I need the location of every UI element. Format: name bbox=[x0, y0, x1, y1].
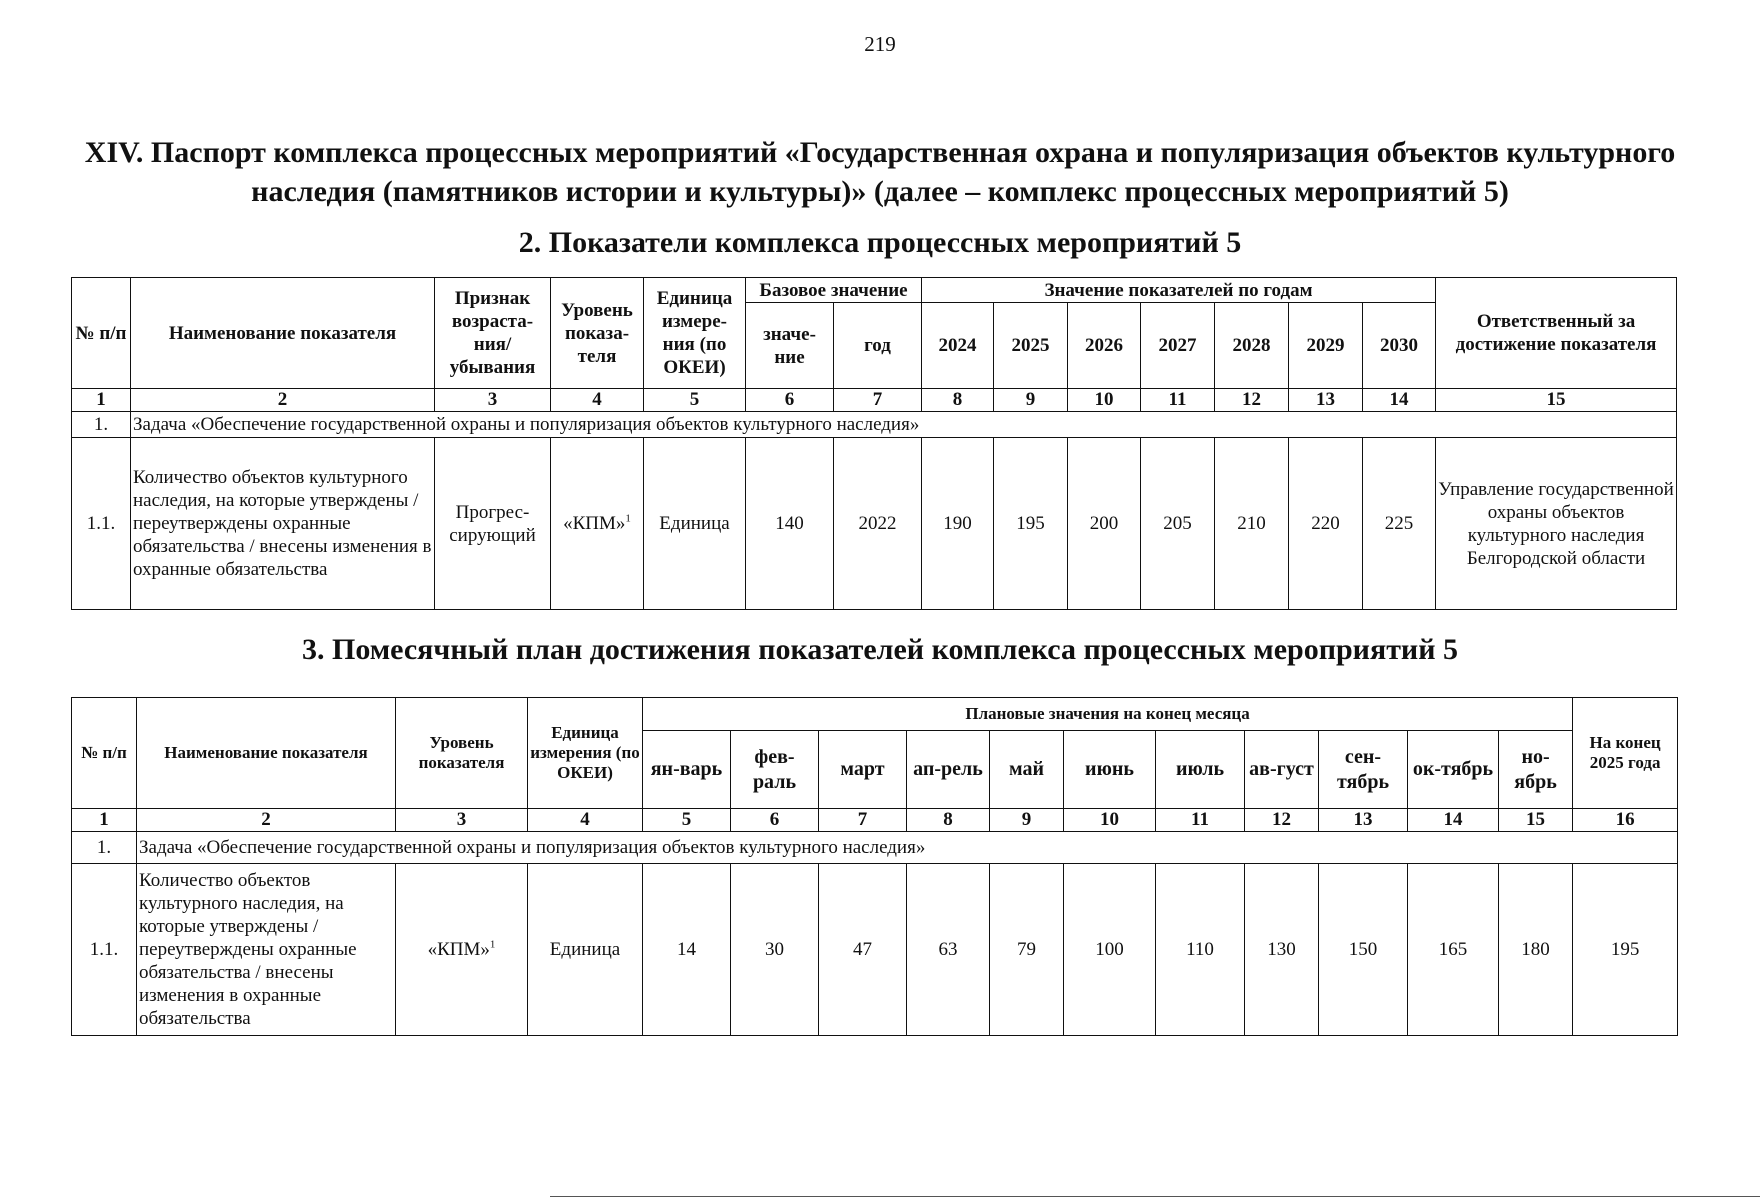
header-responsible: Ответственный за достижение показателя bbox=[1436, 278, 1677, 389]
col-number: 3 bbox=[435, 389, 551, 412]
header-by-years: Значение показателей по годам bbox=[922, 278, 1436, 303]
col-number: 14 bbox=[1408, 809, 1499, 832]
indicator-level bbox=[551, 438, 644, 610]
year-value: 210 bbox=[1215, 438, 1289, 610]
year-end-value: 195 bbox=[1573, 864, 1678, 1036]
col-number: 10 bbox=[1064, 809, 1156, 832]
col-number: 8 bbox=[922, 389, 994, 412]
col-number: 13 bbox=[1319, 809, 1408, 832]
indicators-table bbox=[71, 277, 1677, 610]
month-value: 130 bbox=[1245, 864, 1319, 1036]
col-number: 1 bbox=[72, 389, 131, 412]
col-number: 6 bbox=[746, 389, 834, 412]
header-month: ав-густ bbox=[1245, 731, 1319, 809]
header-name: Наименование показателя bbox=[131, 278, 435, 389]
col-number: 5 bbox=[644, 389, 746, 412]
col-number: 9 bbox=[994, 389, 1068, 412]
col-number: 12 bbox=[1245, 809, 1319, 832]
year-value: 200 bbox=[1068, 438, 1141, 610]
monthly-plan-table bbox=[71, 697, 1678, 1036]
indicator-sign: Прогрес-сирующий bbox=[435, 438, 551, 610]
col-number: 7 bbox=[834, 389, 922, 412]
task-num: 1. bbox=[72, 832, 137, 864]
task-text: Задача «Обеспечение государственной охраны и популяризация объектов культурного наследия» bbox=[131, 412, 1677, 438]
header-year: 2025 bbox=[994, 303, 1068, 389]
col-number: 6 bbox=[731, 809, 819, 832]
header-year: 2030 bbox=[1363, 303, 1436, 389]
indicator-row bbox=[72, 864, 1678, 1036]
indicator-name: Количество объектов культурного наследия, на которые утверждены / переутверждены охранные обязательства / внесены изменения в охранные обязательства bbox=[137, 864, 396, 1036]
month-value: 165 bbox=[1408, 864, 1499, 1036]
header-year: 2026 bbox=[1068, 303, 1141, 389]
col-number: 4 bbox=[528, 809, 643, 832]
header-year: 2027 bbox=[1141, 303, 1215, 389]
task-row bbox=[72, 832, 1678, 864]
header-level: Уровень показателя bbox=[396, 698, 528, 809]
footnote-divider bbox=[550, 1196, 1760, 1197]
month-value: 150 bbox=[1319, 864, 1408, 1036]
col-number: 2 bbox=[137, 809, 396, 832]
task-num: 1. bbox=[72, 412, 131, 438]
header-month: июль bbox=[1156, 731, 1245, 809]
col-number: 10 bbox=[1068, 389, 1141, 412]
header-month: но-ябрь bbox=[1499, 731, 1573, 809]
section-3-title: 3. Помесячный план достижения показателей комплекса процессных мероприятий 5 bbox=[301, 633, 1458, 666]
header-base-value: значе-ние bbox=[746, 303, 834, 389]
indicator-unit: Единица bbox=[528, 864, 643, 1036]
col-number: 9 bbox=[990, 809, 1064, 832]
header-month: июнь bbox=[1064, 731, 1156, 809]
header-base: Базовое значение bbox=[746, 278, 922, 303]
indicator-name: Количество объектов культурного наследия, на которые утверждены / переутверждены охранные обязательства / внесены изменения в охранные обязательства bbox=[131, 438, 435, 610]
column-numbers-row bbox=[72, 809, 1678, 832]
col-number: 12 bbox=[1215, 389, 1289, 412]
indicator-row bbox=[72, 438, 1677, 610]
footnote-mark: 1 bbox=[625, 512, 631, 525]
section-2-title: 2. Показатели комплекса процессных мероприятий 5 bbox=[518, 226, 1242, 259]
month-value: 180 bbox=[1499, 864, 1573, 1036]
col-number: 4 bbox=[551, 389, 644, 412]
month-value: 14 bbox=[643, 864, 731, 1036]
header-month: ок-тябрь bbox=[1408, 731, 1499, 809]
col-number: 3 bbox=[396, 809, 528, 832]
col-number: 11 bbox=[1141, 389, 1215, 412]
col-number: 15 bbox=[1499, 809, 1573, 832]
level-text: «КПМ» bbox=[563, 513, 626, 534]
col-number: 8 bbox=[907, 809, 990, 832]
row-num: 1.1. bbox=[72, 438, 131, 610]
month-value: 100 bbox=[1064, 864, 1156, 1036]
task-row bbox=[72, 412, 1677, 438]
responsible: Управление государственной охраны объектов культурного наследия Белгородской области bbox=[1436, 438, 1677, 610]
header-level: Уровень показа-теля bbox=[551, 278, 644, 389]
page-number: 219 bbox=[864, 32, 896, 56]
year-value: 190 bbox=[922, 438, 994, 610]
year-value: 205 bbox=[1141, 438, 1215, 610]
base-year: 2022 bbox=[834, 438, 922, 610]
header-year: 2029 bbox=[1289, 303, 1363, 389]
header-sign: Признак возраста-ния/ убывания bbox=[435, 278, 551, 389]
month-value: 63 bbox=[907, 864, 990, 1036]
header-month: сен-тябрь bbox=[1319, 731, 1408, 809]
month-value: 110 bbox=[1156, 864, 1245, 1036]
col-number: 1 bbox=[72, 809, 137, 832]
col-number: 11 bbox=[1156, 809, 1245, 832]
level-text: «КПМ» bbox=[427, 939, 490, 960]
header-planned: Плановые значения на конец месяца bbox=[643, 698, 1573, 731]
task-text: Задача «Обеспечение государственной охраны и популяризация объектов культурного наследия» bbox=[137, 832, 1678, 864]
header-month: фев-раль bbox=[731, 731, 819, 809]
column-numbers-row bbox=[72, 389, 1677, 412]
month-value: 30 bbox=[731, 864, 819, 1036]
header-unit: Единица измерения (по ОКЕИ) bbox=[528, 698, 643, 809]
footnote-mark: 1 bbox=[489, 938, 496, 951]
header-unit: Единица измере-ния (по ОКЕИ) bbox=[644, 278, 746, 389]
indicator-level bbox=[396, 864, 528, 1036]
col-number: 5 bbox=[643, 809, 731, 832]
header-month: ян-варь bbox=[643, 731, 731, 809]
page-title: XIV. Паспорт комплекса процессных мероприятий «Государственная охрана и популяризация объектов культурного наследия (памятников истории и культуры)» (далее – комплекс процессных мероприятий 5) bbox=[84, 136, 1676, 208]
header-num: № п/п bbox=[72, 278, 131, 389]
header-year: 2024 bbox=[922, 303, 994, 389]
col-number: 2 bbox=[131, 389, 435, 412]
col-number: 14 bbox=[1363, 389, 1436, 412]
header-num: № п/п bbox=[72, 698, 137, 809]
header-month: март bbox=[819, 731, 907, 809]
header-month: май bbox=[990, 731, 1064, 809]
header-year: 2028 bbox=[1215, 303, 1289, 389]
row-num: 1.1. bbox=[72, 864, 137, 1036]
year-value: 225 bbox=[1363, 438, 1436, 610]
header-month: ап-рель bbox=[907, 731, 990, 809]
month-value: 79 bbox=[990, 864, 1064, 1036]
month-value: 47 bbox=[819, 864, 907, 1036]
col-number: 13 bbox=[1289, 389, 1363, 412]
col-number: 15 bbox=[1436, 389, 1677, 412]
header-year-end: На конец 2025 года bbox=[1573, 698, 1678, 809]
indicator-unit: Единица bbox=[644, 438, 746, 610]
base-value: 140 bbox=[746, 438, 834, 610]
year-value: 195 bbox=[994, 438, 1068, 610]
header-base-year: год bbox=[834, 303, 922, 389]
col-number: 16 bbox=[1573, 809, 1678, 832]
year-value: 220 bbox=[1289, 438, 1363, 610]
col-number: 7 bbox=[819, 809, 907, 832]
header-name: Наименование показателя bbox=[137, 698, 396, 809]
